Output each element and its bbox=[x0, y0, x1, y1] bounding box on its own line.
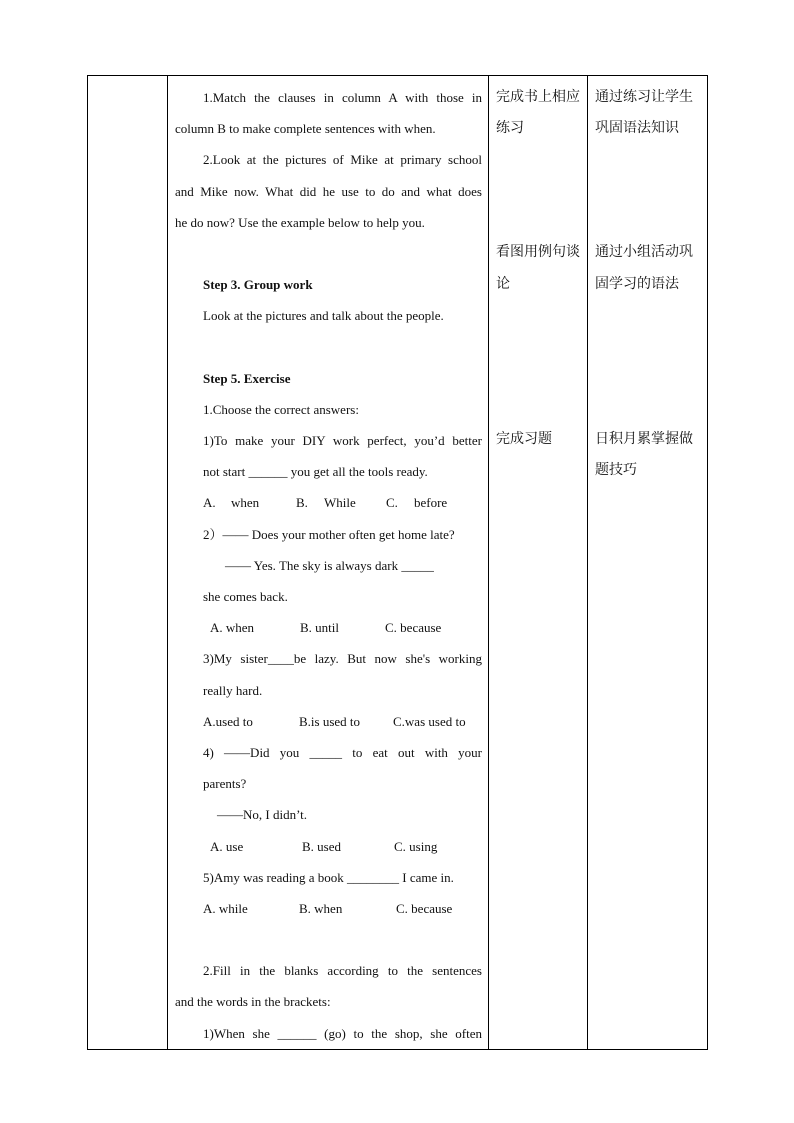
option-text: A. use bbox=[210, 838, 244, 854]
option-label: B. bbox=[296, 495, 308, 511]
design-intent-1-line-1: 通过练习让学生 bbox=[595, 89, 693, 105]
empty-column-cell bbox=[88, 76, 168, 1050]
task-1-line-2: column B to make complete sentences with when. bbox=[175, 121, 436, 137]
design-intent-3-line-2: 题技巧 bbox=[595, 462, 637, 479]
question-3-line-1: 3)My sister____be lazy. But now she's working bbox=[203, 651, 482, 667]
question-2-line-1: 2）—— Does your mother often get home late? bbox=[203, 526, 455, 542]
option-text: While bbox=[324, 495, 356, 511]
question-5-line-1: 5)Amy was reading a book ________ I came in. bbox=[203, 869, 454, 885]
design-intent-cell bbox=[588, 76, 708, 1050]
exercise-1-title: 1.Choose the correct answers: bbox=[203, 401, 359, 417]
question-1-options bbox=[175, 487, 482, 518]
option-text: B. when bbox=[299, 900, 343, 916]
question-2-line-3: she comes back. bbox=[203, 589, 288, 604]
student-activity-1-line-1: 完成书上相应 bbox=[496, 89, 580, 105]
task-2-line-2: and Mike now. What did he use to do and what does bbox=[175, 183, 482, 199]
exercise-2-line-2: and the words in the brackets: bbox=[175, 994, 331, 1010]
exercise-2-question-1: 1)When she ______ (go) to the shop, she often bbox=[203, 1025, 482, 1041]
question-1-line-1: 1)To make your DIY work perfect, you’d better bbox=[203, 433, 482, 449]
option-text: A.used to bbox=[203, 713, 253, 729]
question-2-line-2: —— Yes. The sky is always dark _____ bbox=[225, 557, 434, 573]
question-4-line-1: 4) ——Did you _____ to eat out with your bbox=[203, 744, 482, 760]
student-activity-3-line-1: 完成习题 bbox=[496, 430, 552, 447]
option-text: A. while bbox=[203, 900, 248, 916]
design-intent-2-line-2: 固学习的语法 bbox=[595, 275, 679, 292]
option-text: C.was used to bbox=[393, 713, 466, 729]
step-3-text: Look at the pictures and talk about the people. bbox=[203, 308, 444, 324]
option-label: C. bbox=[386, 495, 398, 511]
question-5-options bbox=[175, 893, 482, 924]
lesson-plan-table bbox=[87, 75, 708, 1050]
option-text: B. used bbox=[302, 838, 341, 854]
question-4-line-3: ——No, I didn’t. bbox=[217, 807, 308, 823]
option-text: B. until bbox=[300, 620, 340, 636]
student-activity-cell bbox=[489, 76, 588, 1050]
task-2-line-3: he do now? Use the example below to help you. bbox=[175, 214, 425, 230]
option-text: A. when bbox=[210, 620, 255, 636]
question-3-options bbox=[175, 706, 482, 737]
question-4-options bbox=[175, 831, 482, 862]
design-intent-3-line-1: 日积月累掌握做 bbox=[595, 430, 693, 447]
question-1-line-2: not start ______ you get all the tools ready. bbox=[203, 464, 428, 480]
option-text: before bbox=[414, 495, 448, 511]
student-activity-1-line-2: 练习 bbox=[496, 120, 524, 137]
exercise-2-line-1: 2.Fill in the blanks according to the sentences bbox=[203, 963, 482, 979]
task-2-line-1: 2.Look at the pictures of Mike at primary school bbox=[203, 152, 482, 168]
option-text: C. using bbox=[394, 838, 438, 854]
option-text: C. because bbox=[396, 900, 453, 916]
question-2-options bbox=[175, 612, 482, 643]
step-5-heading: Step 5. Exercise bbox=[203, 370, 291, 386]
step-3-heading: Step 3. Group work bbox=[203, 277, 313, 293]
design-intent-1-line-2: 巩固语法知识 bbox=[595, 120, 679, 137]
option-text: when bbox=[231, 495, 260, 511]
student-activity-2-line-1: 看图用例句谈 bbox=[496, 244, 580, 261]
question-4-line-2: parents? bbox=[203, 776, 247, 792]
option-text: C. because bbox=[385, 620, 442, 636]
student-activity-2-line-2: 论 bbox=[496, 275, 510, 292]
question-3-line-2: really hard. bbox=[203, 682, 263, 698]
task-1-line-1: 1.Match the clauses in column A with those in bbox=[203, 90, 482, 105]
option-text: B.is used to bbox=[299, 713, 361, 729]
activity-content-cell bbox=[168, 76, 489, 1050]
option-label: A. bbox=[203, 495, 216, 511]
design-intent-2-line-1: 通过小组活动巩 bbox=[595, 244, 693, 261]
